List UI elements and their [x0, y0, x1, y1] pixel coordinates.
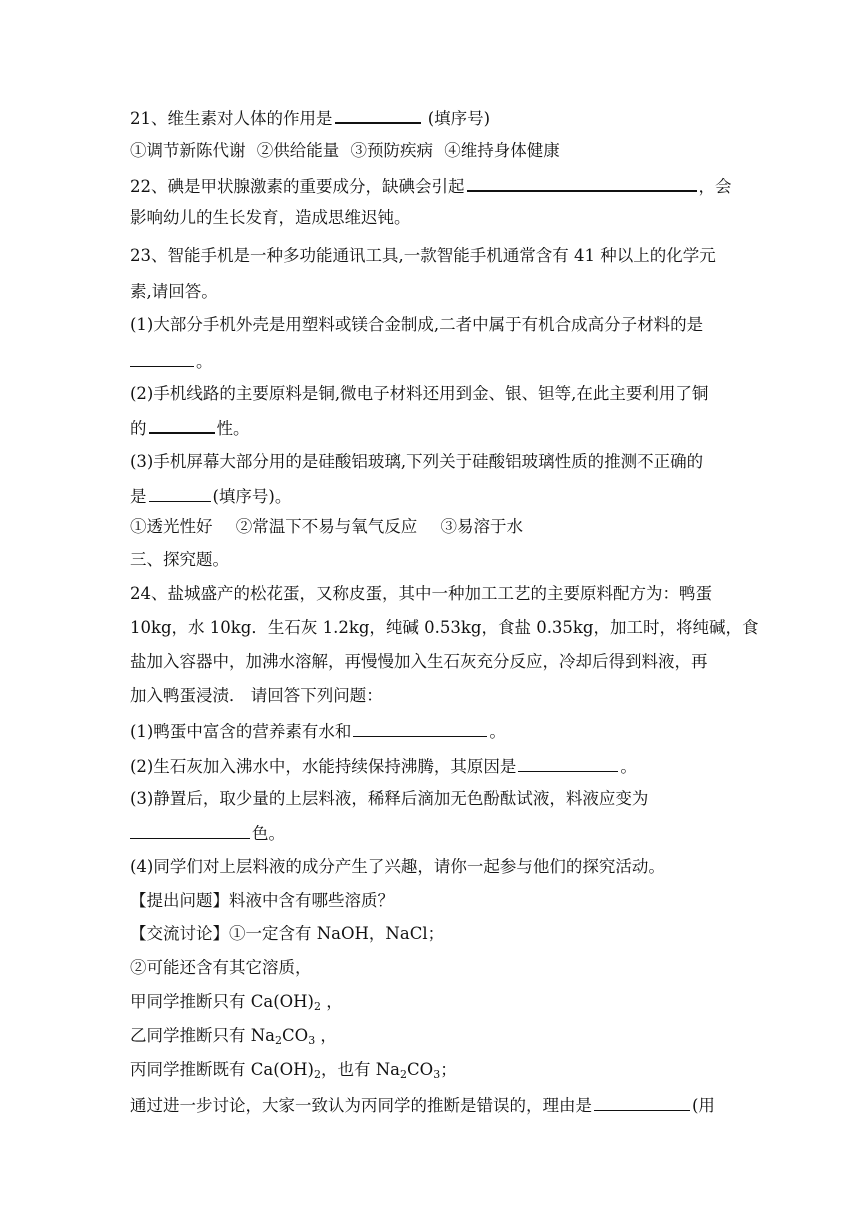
q24-ask-question: 【提出问题】料液中含有哪些溶质？ [130, 891, 394, 910]
q23-part1-tail: 。 [196, 352, 213, 371]
q24-part2-text: (2)生石灰加入沸水中，水能持续保持沸腾，其原因是 [130, 757, 517, 776]
bing-subscript-1: 2 [314, 1068, 321, 1081]
q24-part3-tail: 色。 [252, 824, 285, 843]
q24-part4: (4)同学们对上层料液的成分产生了兴趣，请你一起参与他们的探究活动。 [130, 857, 665, 876]
bing-text: 丙同学推断既有 Ca(OH) [130, 1060, 314, 1079]
bing-subscript-3: 3 [433, 1068, 441, 1081]
q24-intro-line2: 10kg，水 10kg．生石灰 1.2kg，纯碱 0.53kg，食盐 0.35kg，加工时，将纯碱，食 [130, 618, 759, 637]
yi-subscript-2: 3 [308, 1034, 316, 1047]
yi-tail: ， [315, 1026, 337, 1045]
q24-part2-tail: 。 [620, 757, 637, 776]
q23-part3-line1: (3)手机屏幕大部分用的是硅酸铝玻璃,下列关于硅酸铝玻璃性质的推测不正确的 [130, 452, 704, 471]
q24-student-bing [130, 1058, 732, 1082]
q24-conclusion [130, 1092, 732, 1118]
q23-part2-tail: 性。 [216, 419, 250, 438]
q23-part3-line2 [130, 483, 732, 509]
q24-part2 [130, 753, 732, 779]
q24-student-yi [130, 1024, 732, 1048]
q21-stem [130, 104, 732, 131]
q23-intro-line1: 23、智能手机是一种多功能通讯工具,一款智能手机通常含有 41 种以上的化学元 [130, 246, 716, 265]
q24-student-jia [130, 990, 732, 1014]
q22-text-tail: ，会 [698, 177, 732, 196]
q24-maybe: ②可能还含有其它溶质， [130, 958, 312, 977]
q22-line1 [130, 172, 732, 199]
q22-line2: 影响幼儿的生长发育，造成思维迟钝。 [130, 208, 411, 227]
q23-part3-answer-blank[interactable] [149, 483, 211, 502]
yi-text: 乙同学推断只有 Na [130, 1026, 276, 1045]
q24-intro-line1: 24、盐城盛产的松花蛋，又称皮蛋，其中一种加工工艺的主要原料配方为：鸭蛋 [130, 584, 712, 603]
q23-part2-text: 的 [130, 419, 147, 438]
bing-mid: ，也有 Na [321, 1060, 401, 1079]
q23-part3-text: 是 [130, 487, 147, 506]
section-heading: 三、探究题。 [130, 550, 229, 569]
jia-subscript: 2 [314, 1000, 321, 1013]
q23-part1-line2 [130, 348, 732, 374]
q21-text: 21、维生素对人体的作用是 [130, 109, 333, 128]
q23-part1-answer-blank[interactable] [130, 348, 194, 367]
q24-part3-line2 [130, 820, 732, 846]
q24-intro-line3: 盐加入容器中，加沸水溶解，再慢慢加入生石灰充分反应，冷却后得到料液，再 [130, 652, 708, 671]
q23-part1-line1: (1)大部分手机外壳是用塑料或镁合金制成,二者中属于有机合成高分子材料的是 [130, 315, 704, 334]
q23-part2-line1: (2)手机线路的主要原料是铜,微电子材料还用到金、银、钽等,在此主要利用了铜 [130, 384, 709, 403]
q24-conclusion-answer-blank[interactable] [594, 1092, 690, 1111]
q24-part1 [130, 718, 732, 744]
q24-conclusion-text: 通过进一步讨论，大家一致认为丙同学的推断是错误的，理由是 [130, 1096, 592, 1115]
q21-options: ①调节新陈代谢 ②供给能量 ③预防疾病 ④维持身体健康 [130, 141, 560, 160]
q24-part1-text: (1)鸭蛋中富含的营养素有水和 [130, 722, 352, 741]
q24-part3-answer-blank[interactable] [130, 820, 250, 839]
q21-note: (填序号) [422, 109, 491, 128]
q24-part2-answer-blank[interactable] [518, 753, 618, 772]
yi-formula: CO [282, 1026, 309, 1045]
bing-tail: ； [440, 1060, 457, 1079]
q24-intro-line4: 加入鸭蛋浸渍． 请回答下列问题： [130, 686, 383, 705]
q21-answer-blank[interactable] [335, 104, 421, 124]
q22-answer-blank[interactable] [467, 172, 697, 192]
q23-part3-tail: (填序号)。 [212, 487, 292, 506]
bing-subscript-2: 2 [400, 1068, 408, 1081]
q23-part3-options: ①透光性好 ②常温下不易与氧气反应 ③易溶于水 [130, 517, 523, 536]
q24-part1-tail: 。 [489, 722, 506, 741]
q24-conclusion-tail: (用 [692, 1096, 715, 1115]
q22-text: 22、碘是甲状腺激素的重要成分，缺碘会引起 [130, 177, 465, 196]
yi-subscript-1: 2 [275, 1034, 283, 1047]
q23-part2-line2 [130, 414, 732, 441]
q24-discussion: 【交流讨论】①一定含有 NaOH，NaCl； [130, 924, 445, 943]
bing-formula: CO [407, 1060, 434, 1079]
q24-part1-answer-blank[interactable] [353, 718, 487, 737]
jia-text: 甲同学推断只有 Ca(OH) [130, 992, 314, 1011]
q23-part2-answer-blank[interactable] [149, 414, 215, 434]
jia-tail: ， [321, 992, 343, 1011]
q24-part3-line1: (3)静置后，取少量的上层料液，稀释后滴加无色酚酞试液，料液应变为 [130, 789, 649, 808]
q23-intro-line2: 素,请回答。 [130, 282, 218, 301]
